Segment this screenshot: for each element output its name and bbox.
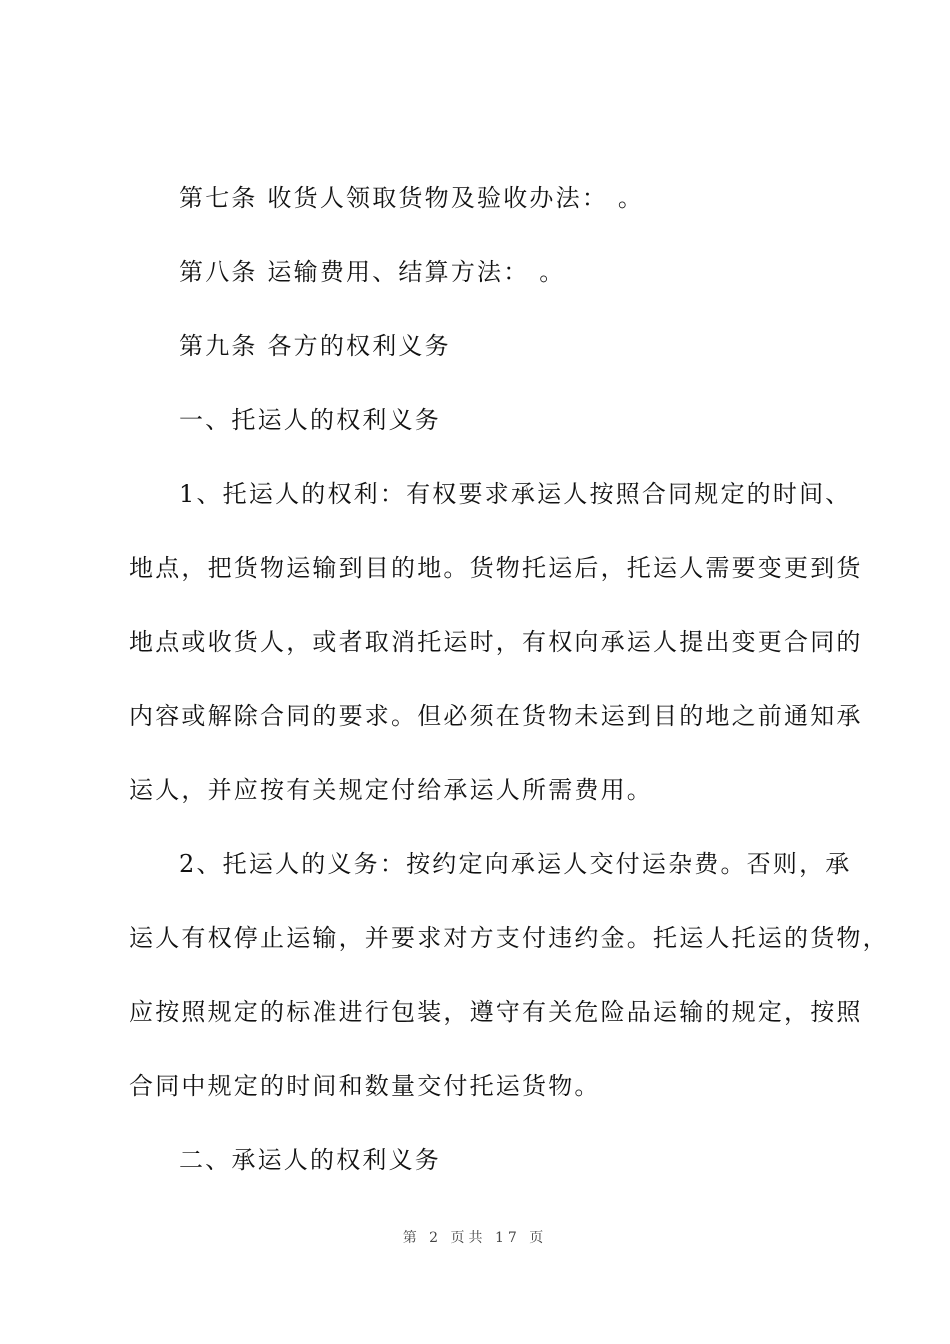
section-2-heading: 二、承运人的权利义务 [179,1146,441,1174]
paragraph-1-line-2: 地点，把货物运输到目的地。货物托运后，托运人需要变更到货 [129,554,863,582]
article-9-heading: 第九条 各方的权利义务 [179,332,451,360]
paragraph-1-line-3: 地点或收货人，或者取消托运时，有权向承运人提出变更合同的 [129,628,863,656]
article-7-line: 第七条 收货人领取货物及验收办法： 。 [179,184,645,212]
paragraph-2-line-2: 运人有权停止运输，并要求对方支付违约金。托运人托运的货物， [129,924,889,952]
paragraph-2-line-3: 应按照规定的标准进行包装，遵守有关危险品运输的规定，按照 [129,998,863,1026]
paragraph-1-line-4: 内容或解除合同的要求。但必须在货物未运到目的地之前通知承 [129,702,863,730]
article-8-line: 第八条 运输费用、结算方法： 。 [179,258,566,286]
section-1-heading: 一、托运人的权利义务 [179,406,441,434]
paragraph-2-line-1: 2、托运人的义务：按约定向承运人交付运杂费。否则，承 [179,850,852,878]
paragraph-2-line-4: 合同中规定的时间和数量交付托运货物。 [129,1072,601,1100]
page-number-footer: 第 2 页共 17 页 [402,1230,548,1246]
paragraph-1-line-5: 运人，并应按有关规定付给承运人所需费用。 [129,776,653,804]
paragraph-1-line-1: 1、托运人的权利：有权要求承运人按照合同规定的时间、 [179,480,852,508]
